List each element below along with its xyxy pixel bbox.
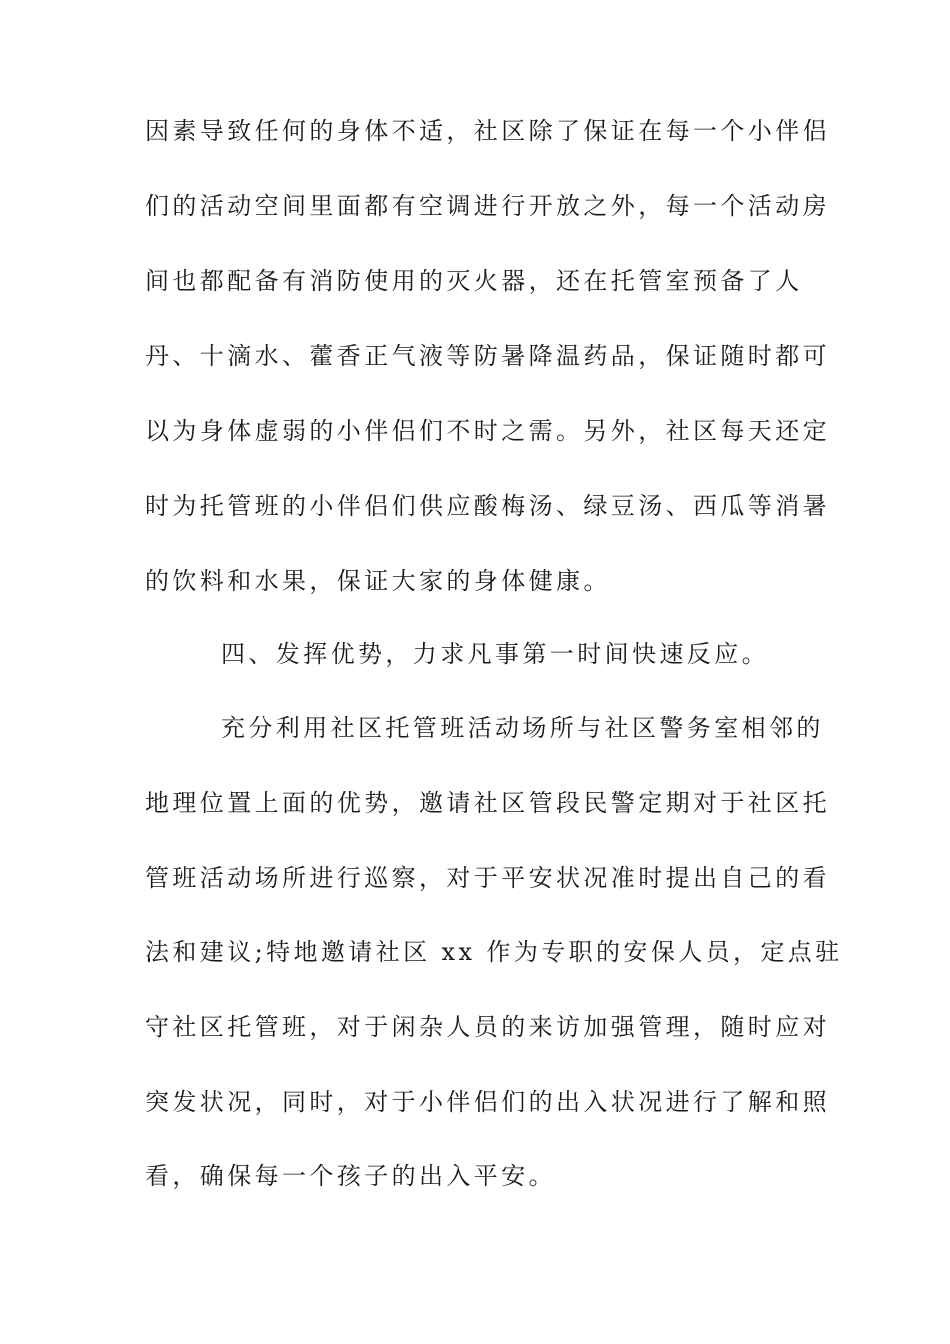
section-heading: 四、发挥优势，力求凡事第一时间快速反应。 — [221, 640, 769, 668]
body-text-line: 的饮料和水果，保证大家的身体健康。 — [145, 567, 611, 595]
body-text-line: 因素导致任何的身体不适，社区除了保证在每一个小伴侣 — [145, 117, 830, 145]
body-text-line: 守社区托管班，对于闲杂人员的来访加强管理，随时应对 — [145, 1013, 830, 1041]
body-text-line: 看，确保每一个孩子的出入平安。 — [145, 1162, 556, 1190]
body-text-line: 管班活动场所进行巡察，对于平安状况准时提出自己的看 — [145, 864, 830, 892]
body-text-line: 突发状况，同时，对于小伴侣们的出入状况进行了解和照 — [145, 1088, 830, 1116]
body-text-line: 法和建议;特地邀请社区 xx 作为专职的安保人员，定点驻 — [145, 938, 843, 966]
body-text-line: 间也都配备有消防使用的灭火器，还在托管室预备了人 — [145, 267, 803, 295]
body-text-line: 地理位置上面的优势，邀请社区管段民警定期对于社区托 — [145, 789, 830, 817]
body-text-line: 时为托管班的小伴侣们供应酸梅汤、绿豆汤、西瓜等消暑 — [145, 492, 830, 520]
body-text-line: 以为身体虚弱的小伴侣们不时之需。另外，社区每天还定 — [145, 417, 830, 445]
body-text-line: 们的活动空间里面都有空调进行开放之外，每一个活动房 — [145, 192, 830, 220]
paragraph-first-line: 充分利用社区托管班活动场所与社区警务室相邻的 — [221, 714, 824, 742]
body-text-line: 丹、十滴水、藿香正气液等防暑降温药品，保证随时都可 — [145, 342, 830, 370]
